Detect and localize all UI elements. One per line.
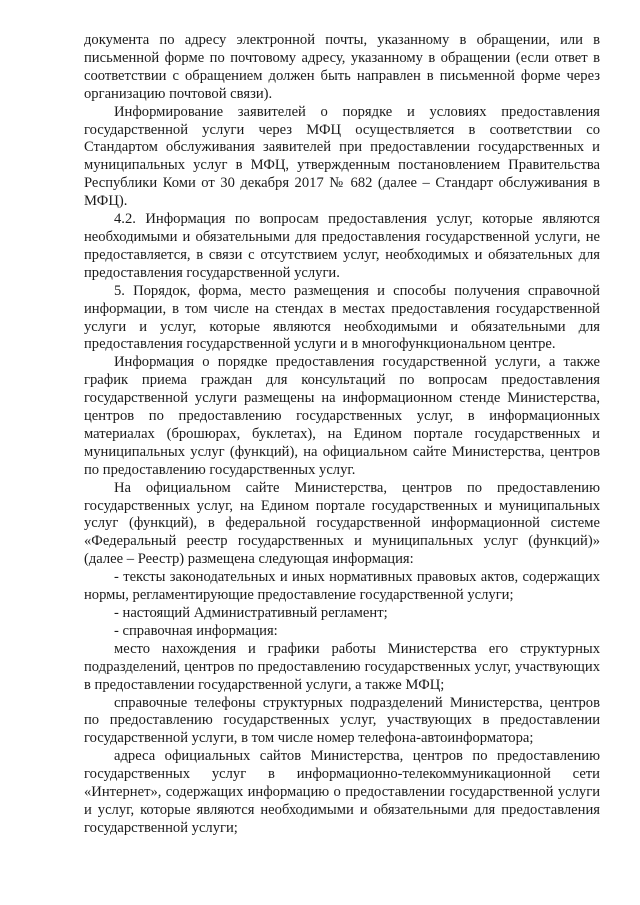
paragraph-reference-phones: справочные телефоны структурных подразделений Министерства, центров по предоставлению государственных услуг, участвующих в предоставлении государственной услуги, в том числе номер телефона-автоинформатора; [84, 694, 600, 747]
list-item-reference-info: - справочная информация: [114, 622, 278, 639]
paragraph-4-2-required-services: 4.2. Информация по вопросам предоставления услуг, которые являются необходимыми и обязательными для предоставления государственной услуги, не предоставляется, в связи с отсутствием услуг, необходимых и обязательных для предоставления государственной услуги. [84, 211, 600, 281]
paragraph-published-info: На официальном сайте Министерства, центров по предоставлению государственных услуг, на Едином портале государственных и муниципальных услуг (функций), в федеральной государственной информационной системе «Федеральный реестр государственных и муниципальных услуг (функций)» (далее – Реестр) размещена следующая информация: [84, 479, 600, 568]
paragraph-reception-schedule: Информация о порядке предоставления государственной услуги, а также график приема граждан для консультаций по вопросам предоставления государственной услуги размещены на информационном стенде Министерства, центров по предоставлению государственных услуг, в информационных материалах (брошюрах, буклетах), на Едином портале государственных и муниципальных услуг (функций), на официальном сайте Министерства, центров по предоставлению государственных услуг. [84, 354, 600, 478]
paragraph-mfc-informing: Информирование заявителей о порядке и условиях предоставления государственной услуги через МФЦ осуществляется в соответствии со Стандартом обслуживания заявителей при предоставлении государственных и муниципальных услуг в МФЦ, утвержденным постановлением Правительства Республики Коми от 30 декабря 2017 № 682 (далее – Стандарт обслуживания в МФЦ). [84, 103, 600, 210]
paragraph-5-reference-info: 5. Порядок, форма, место размещения и способы получения справочной информации, в том числе на стендах в местах предоставления государственной услуги и услуг, которые являются необходимыми и обязательными для предоставления государственной услуги и в многофункциональном центре. [84, 282, 600, 353]
list-item-legal-acts: - тексты законодательных и иных нормативных правовых актов, содержащих нормы, регламентирующие предоставление государственной услуги; [84, 569, 600, 604]
paragraph-official-websites: адреса официальных сайтов Министерства, центров по предоставлению государственных услуг в информационно-телекоммуникационной сети «Интернет», содержащих информацию о предоставлении государственной услуги и услуг, которые являются необходимыми и обязательными для предоставления государственной услуги; [84, 748, 600, 836]
list-item-admin-regulation: - настоящий Административный регламент; [114, 605, 388, 621]
paragraph-locations-schedules: место нахождения и графики работы Министерства его структурных подразделений, центров по предоставлению государственных услуг, участвующих в предоставлении государственной услуги, а также МФЦ; [84, 640, 600, 693]
paragraph-response-delivery: документа по адресу электронной почты, указанному в обращении, или в письменной форме по почтовому адресу, указанному в обращении (если ответ в соответствии с обращением должен быть направлен в письменной форме через организацию почтовой связи). [84, 32, 600, 102]
document-body [84, 32, 600, 838]
